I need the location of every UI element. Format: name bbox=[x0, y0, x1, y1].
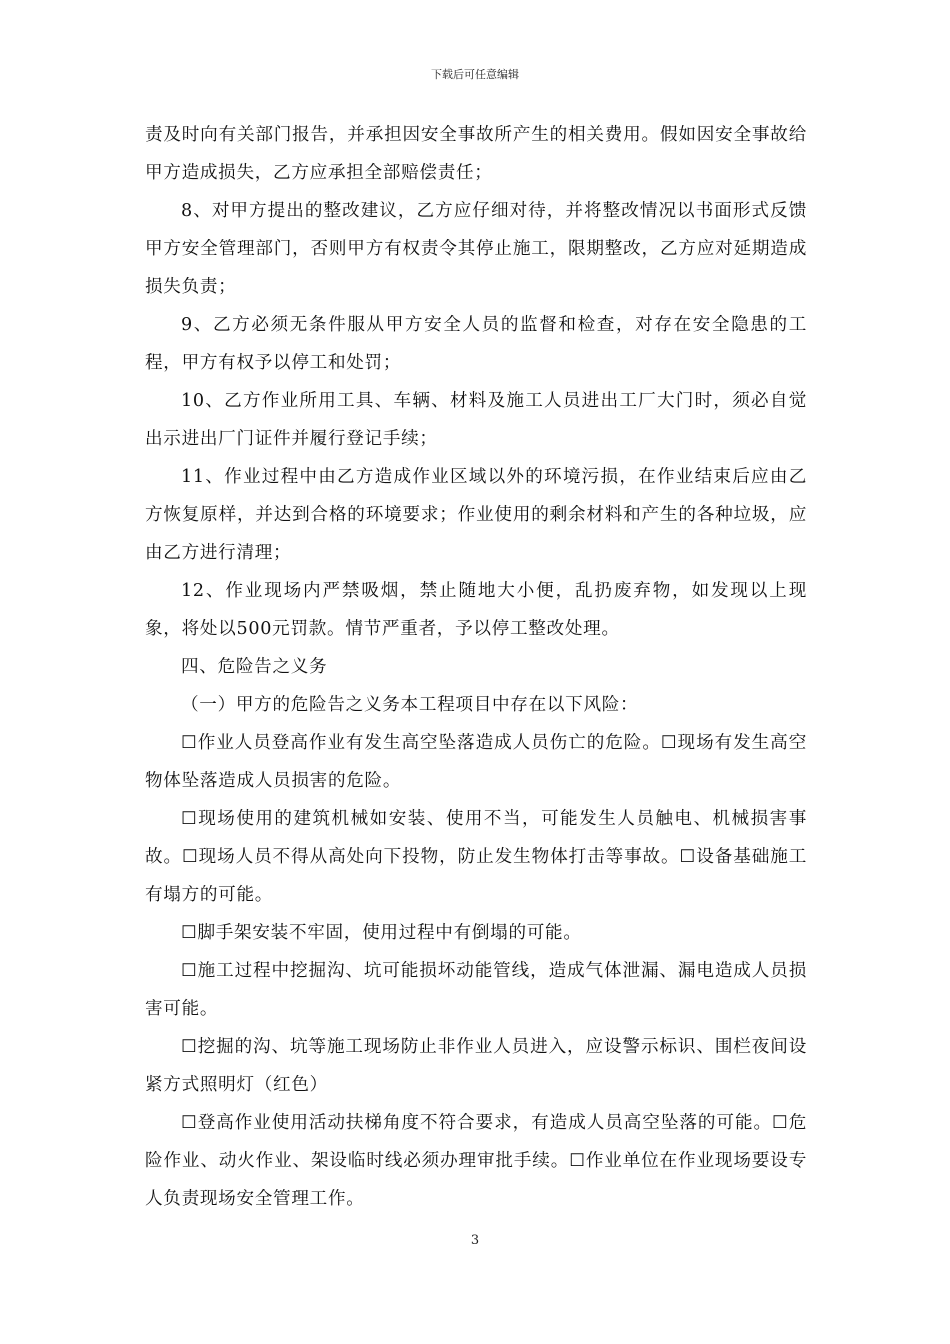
risk-paragraph-scaffolding: ☐脚手架安装不牢固，使用过程中有倒塌的可能。 bbox=[181, 923, 582, 943]
risk-paragraph-machinery: ☐现场使用的建筑机械如安装、使用不当，可能发生人员触电、机械损害事故。☐现场人员不得从高处向下投物，防止发生物体打击等事故。☐设备基础施工有塌方的可能。 bbox=[145, 809, 807, 905]
paragraph-item-12: 12、作业现场内严禁吸烟，禁止随地大小便，乱扔废弃物，如发现以上现象，将处以500元罚款。情节严重者，予以停工整改处理。 bbox=[145, 581, 807, 639]
risk-paragraph-excavation: ☐施工过程中挖掘沟、坑可能损坏动能管线，造成气体泄漏、漏电造成人员损害可能。 bbox=[145, 961, 807, 1019]
paragraph-item-10: 10、乙方作业所用工具、车辆、材料及施工人员进出工厂大门时，须必自觉出示进出厂门证件并履行登记手续； bbox=[145, 391, 807, 449]
page-number: 3 bbox=[470, 1233, 480, 1248]
page-header: 下载后可任意编辑 bbox=[431, 68, 519, 81]
subsection-heading-party-a: （一）甲方的危险告之义务本工程项目中存在以下风险： bbox=[181, 695, 639, 715]
risk-paragraph-height-work: ☐作业人员登高作业有发生高空坠落造成人员伤亡的危险。☐现场有发生高空物体坠落造成人员损害的危险。 bbox=[145, 733, 807, 791]
paragraph-continuation: 责及时向有关部门报告，并承担因安全事故所产生的相关费用。假如因安全事故给甲方造成损失，乙方应承担全部赔偿责任； bbox=[145, 125, 807, 183]
paragraph-item-8: 8、对甲方提出的整改建议，乙方应仔细对待，并将整改情况以书面形式反馈甲方安全管理部门，否则甲方有权责令其停止施工，限期整改，乙方应对延期造成损失负责； bbox=[145, 201, 807, 297]
risk-paragraph-warning-signs: ☐挖掘的沟、坑等施工现场防止非作业人员进入，应设警示标识、围栏夜间设紧方式照明灯（红色） bbox=[145, 1037, 807, 1095]
risk-paragraph-ladder: ☐登高作业使用活动扶梯角度不符合要求，有造成人员高空坠落的可能。☐危险作业、动火作业、架设临时线必须办理审批手续。☐作业单位在作业现场要设专人负责现场安全管理工作。 bbox=[145, 1113, 807, 1209]
paragraph-item-9: 9、乙方必须无条件服从甲方安全人员的监督和检查，对存在安全隐患的工程，甲方有权予以停工和处罚； bbox=[145, 315, 807, 373]
section-heading-risk-notice: 四、危险告之义务 bbox=[181, 657, 328, 677]
paragraph-item-11: 11、作业过程中由乙方造成作业区域以外的环境污损，在作业结束后应由乙方恢复原样，并达到合格的环境要求；作业使用的剩余材料和产生的各种垃圾，应由乙方进行清理； bbox=[145, 467, 807, 563]
document-body bbox=[145, 116, 807, 1218]
